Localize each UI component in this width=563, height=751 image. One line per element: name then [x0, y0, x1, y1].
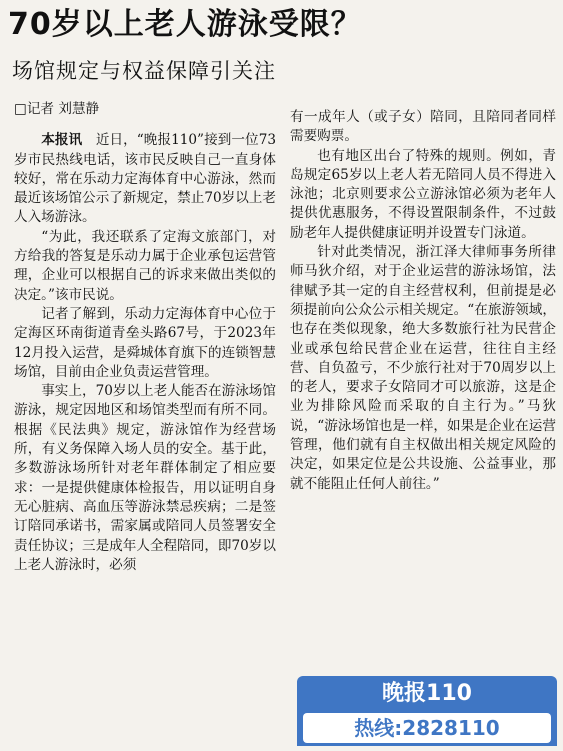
subheadline: 场馆规定与权益保障引关注 [12, 59, 276, 83]
paragraph-2: “为此，我还联系了定海文旅部门，对方给我的答复是乐动力属于企业承包运营管理，企业可以根据自己的诉求来做出类似的决定。”该市民说。 [14, 228, 276, 303]
article-column-right [290, 108, 556, 494]
paragraph-6: 针对此类情况，浙江泽大律师事务所律师马狄介绍，对于企业运营的游泳场馆，法律赋予其一定的自主经营权利，但前提是必须提前向公众公示相关规定。“在旅游领域，也存在类似现象，绝大多数旅行社为民营企业或承包给民营企业在运营，往往自主经营、自负盈亏，不少旅行社对于70周岁以上的老人，要求子女陪同才可以旅游，这是企业为排除风险而采取的自主行为。”马狄说，“游泳场馆也是一样，如果是企业在运营管理，他们就有自主权做出相关规定风险的决定，如果定位是公共设施、公益事业，那就不能阻止任何人前往。” [290, 244, 556, 492]
paragraph-5: 也有地区出台了特殊的规则。例如，青岛规定65岁以上老人若无陪同人员不得进入泳池；北京则要求公立游泳馆必须为老年人提供优惠服务，不得设置限制条件，不过鼓励老年人提供健康证明并设置专门泳道。 [290, 147, 556, 241]
headline: 70岁以上老人游泳受限？ [8, 7, 362, 42]
article-column-left [14, 100, 276, 575]
lead-label: 本报讯 [41, 132, 83, 149]
paragraph-1 [14, 131, 276, 227]
byline: □记者 刘慧静 [14, 101, 100, 117]
brand-label: 晚报110 [382, 681, 472, 706]
hotline-number: 热线:2828110 [303, 713, 551, 743]
paragraph-4-part-1: 事实上，70岁以上老人能否在游泳场馆游泳，规定因地区和场馆类型而有所不同。根据《民法典》规定，游泳馆作为经营场所，有义务保障入场人员的安全。基于此，多数游泳场所针对老年群体制定了相应要求：一是提供健康体检报告，用以证明自身无心脏病、高血压等游泳禁忌疾病；二是签订陪同承诺书，需家属或陪同人员签署安全责任协议；三是成年人全程陪同，即70岁以上老人游泳时，必须 [14, 383, 276, 573]
paragraph-4-part-2: 有一成年人（或子女）陪同，且陪同者同样需要购票。 [290, 109, 556, 145]
paragraph-1-text: 近日，“晚报110”接到一位73岁市民热线电话，该市民反映自己一直身体较好，常在乐动力定海体育中心游泳，然而最近该场馆公示了新规定，禁止70岁以上老人入场游泳。 [14, 132, 276, 226]
paragraph-3: 记者了解到，乐动力定海体育中心位于定海区环南街道青垒头路67号，于2023年12月投入运营，是舜城体育旗下的连锁智慧场馆，目前由企业负责运营管理。 [14, 305, 276, 380]
hotline-box [297, 676, 557, 746]
